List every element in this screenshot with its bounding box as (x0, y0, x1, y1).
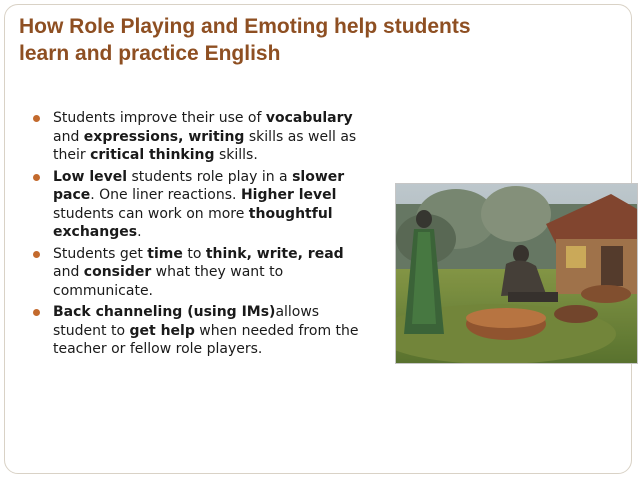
bullet-text: to (182, 245, 206, 262)
bullet-emphasis-text: get help (129, 322, 195, 339)
bullet-item (23, 303, 368, 359)
bullet-text: . (137, 224, 142, 240)
bullet-emphasis-text: Higher level (240, 187, 337, 203)
bullet-text: Students get (53, 245, 148, 262)
bullet-text: students role play in a (127, 168, 293, 185)
bullet-item (23, 245, 368, 301)
bullet-emphasis-text: slower pace (53, 168, 345, 203)
slide-title (19, 13, 619, 67)
bullet-emphasis-text: critical thinking (90, 147, 215, 163)
bullet-emphasis-text: consider (83, 264, 152, 280)
bullet-text: allows student to (53, 304, 320, 339)
bullet-text: and (53, 128, 84, 145)
bullet-text: and (53, 264, 84, 280)
bullet-emphasis-text: time (147, 245, 183, 262)
bullet-emphasis-text: think, write, read (205, 245, 344, 262)
bullet-list (23, 109, 368, 362)
bullet-item (23, 168, 368, 242)
role-play-scene-image (396, 184, 637, 363)
bullet-text: what they want to communicate. (53, 264, 284, 299)
bullet-item (23, 109, 368, 165)
bullet-emphasis-text: thoughtful exchanges (53, 205, 333, 240)
bullet-text: Students improve their use of (53, 110, 266, 126)
bullet-dot-icon (33, 174, 40, 181)
bullet-text: skills. (214, 147, 258, 163)
slide-frame (4, 4, 632, 474)
bullet-dot-icon (33, 251, 40, 258)
bullet-text: when needed from the teacher or fellow role players. (53, 322, 359, 357)
bullet-dot-icon (33, 309, 40, 316)
virtual-world-screenshot (395, 183, 638, 364)
bullet-text: skills as well as their (53, 128, 357, 163)
bullet-text: students can work on more (53, 205, 249, 222)
title-line-2: learn and practice English (19, 42, 281, 65)
bullet-text: . One liner reactions. (90, 187, 241, 203)
bullet-dot-icon (33, 115, 40, 122)
bullet-emphasis-text: Low level (53, 168, 128, 185)
title-line-1: How Role Playing and Emoting help students (19, 15, 471, 38)
bullet-emphasis-text: vocabulary (265, 110, 353, 126)
bullet-emphasis-text: Back channeling (using IMs) (53, 304, 276, 320)
bullet-emphasis-text: expressions, writing (83, 128, 245, 145)
